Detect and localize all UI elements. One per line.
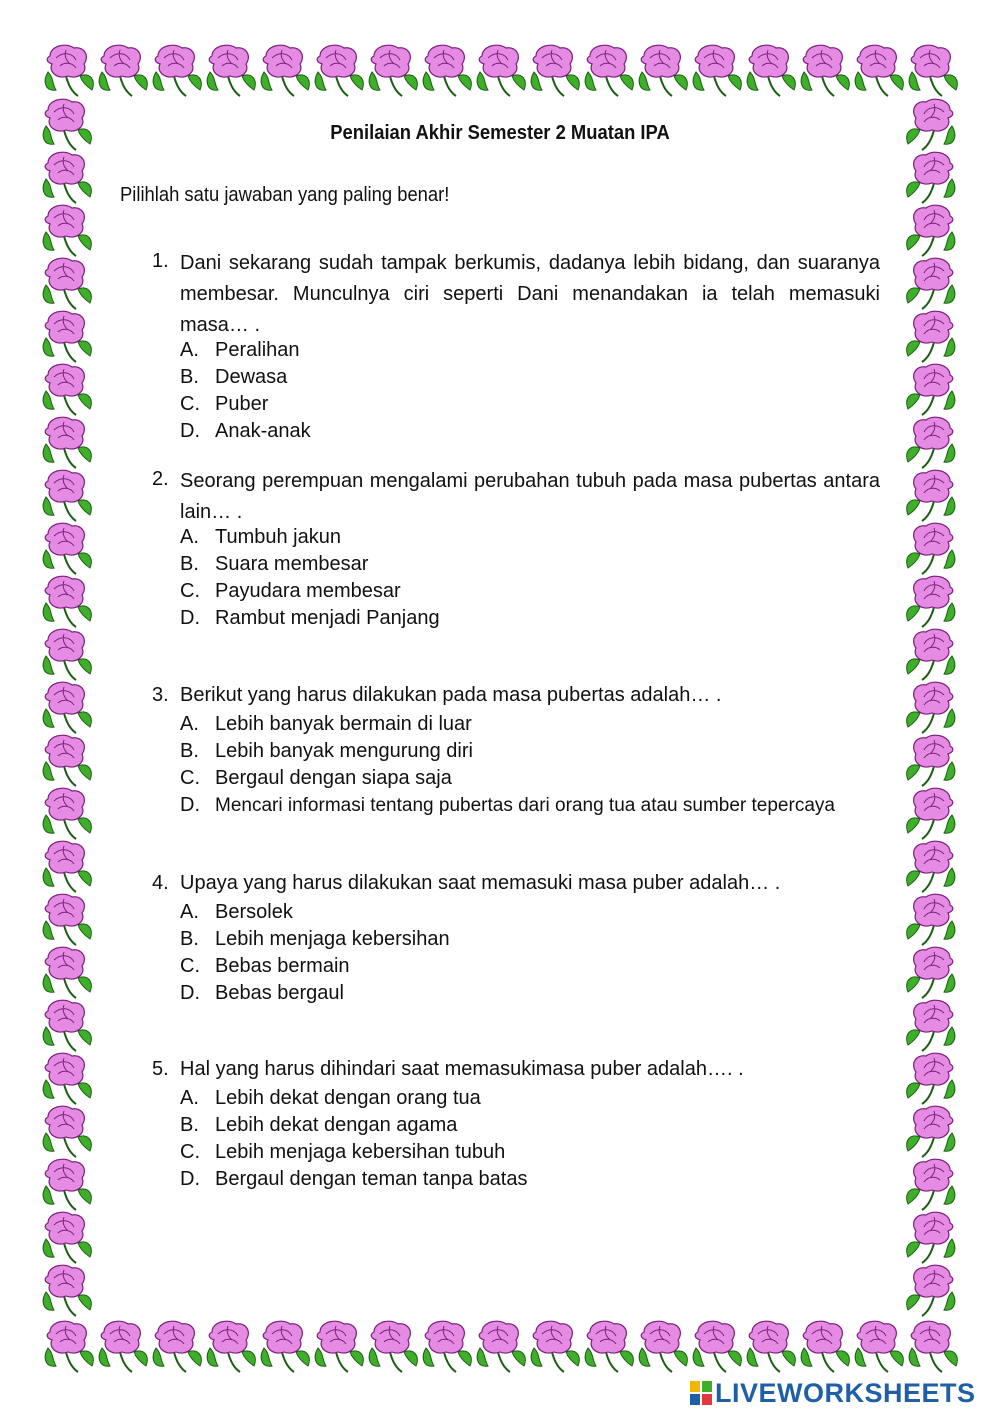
question-5 bbox=[152, 1056, 880, 1193]
question-2 bbox=[152, 466, 880, 632]
option-d[interactable] bbox=[180, 418, 880, 445]
rose-icon bbox=[369, 1321, 417, 1372]
rose-icon bbox=[907, 152, 955, 203]
option-d[interactable] bbox=[180, 980, 880, 1007]
option-letter: A. bbox=[180, 713, 199, 735]
rose-icon bbox=[43, 1000, 91, 1051]
rose-icon bbox=[907, 682, 955, 733]
option-letter: B. bbox=[180, 1114, 199, 1136]
rose-icon bbox=[423, 1321, 471, 1372]
rose-icon bbox=[43, 735, 91, 786]
rose-icon bbox=[907, 841, 955, 892]
question-number: 3. bbox=[152, 684, 169, 706]
rose-icon bbox=[43, 894, 91, 945]
rose-icon bbox=[907, 258, 955, 309]
option-text: Suara membesar bbox=[215, 553, 369, 575]
rose-icon bbox=[907, 735, 955, 786]
rose-icon bbox=[907, 1212, 955, 1263]
rose-icon bbox=[153, 45, 201, 96]
rose-icon bbox=[907, 417, 955, 468]
option-a[interactable] bbox=[180, 524, 880, 551]
rose-icon bbox=[43, 1053, 91, 1104]
question-text: Seorang perempuan mengalami perubahan tubuh pada masa pubertas antara lain… . bbox=[180, 470, 880, 523]
rose-icon bbox=[43, 258, 91, 309]
rose-icon bbox=[585, 45, 633, 96]
option-letter: B. bbox=[180, 740, 199, 762]
rose-icon bbox=[855, 1321, 903, 1372]
option-b[interactable] bbox=[180, 738, 880, 765]
question-text: Dani sekarang sudah tampak berkumis, dadanya lebih bidang, dan suaranya membesar. Munculnya ciri seperti Dani menandakan ia telah memasuki masa… . bbox=[180, 252, 880, 336]
brand-text: LIVEWORKSHEETS bbox=[715, 1377, 976, 1408]
option-b[interactable] bbox=[180, 364, 880, 391]
option-a[interactable] bbox=[180, 711, 880, 738]
option-text: Lebih banyak mengurung diri bbox=[215, 740, 473, 762]
option-letter: C. bbox=[180, 393, 200, 415]
rose-icon bbox=[747, 45, 795, 96]
question-number: 1. bbox=[152, 250, 169, 272]
rose-icon bbox=[261, 1321, 309, 1372]
rose-icon bbox=[907, 1053, 955, 1104]
rose-icon bbox=[99, 45, 147, 96]
rose-icon bbox=[907, 788, 955, 839]
option-c[interactable] bbox=[180, 578, 880, 605]
option-text: Mencari informasi tentang pubertas dari orang tua atau sumber tepercaya bbox=[215, 795, 835, 816]
question-3 bbox=[152, 682, 880, 819]
option-letter: A. bbox=[180, 1087, 199, 1109]
option-d[interactable] bbox=[180, 1166, 880, 1193]
question-number: 2. bbox=[152, 468, 169, 490]
option-text: Lebih menjaga kebersihan bbox=[215, 928, 450, 950]
option-b[interactable] bbox=[180, 1112, 880, 1139]
option-c[interactable] bbox=[180, 953, 880, 980]
option-text: Dewasa bbox=[215, 366, 288, 388]
rose-icon bbox=[639, 1321, 687, 1372]
option-text: Bergaul dengan teman tanpa batas bbox=[215, 1168, 528, 1190]
rose-icon bbox=[153, 1321, 201, 1372]
question-4 bbox=[152, 870, 880, 1007]
option-text: Tumbuh jakun bbox=[215, 526, 341, 548]
rose-icon bbox=[43, 682, 91, 733]
rose-icon bbox=[43, 523, 91, 574]
rose-icon bbox=[907, 470, 955, 521]
option-letter: D. bbox=[180, 420, 200, 442]
rose-icon bbox=[423, 45, 471, 96]
rose-icon bbox=[693, 1321, 741, 1372]
rose-icon bbox=[43, 311, 91, 362]
rose-icon bbox=[639, 45, 687, 96]
rose-icon bbox=[207, 1321, 255, 1372]
rose-icon bbox=[907, 311, 955, 362]
option-a[interactable] bbox=[180, 899, 880, 926]
rose-icon bbox=[99, 1321, 147, 1372]
rose-icon bbox=[907, 629, 955, 680]
question-number: 5. bbox=[152, 1058, 169, 1080]
rose-icon bbox=[907, 1106, 955, 1157]
option-text: Anak-anak bbox=[215, 420, 311, 442]
rose-icon bbox=[207, 45, 255, 96]
rose-icon bbox=[907, 364, 955, 415]
rose-icon bbox=[315, 45, 363, 96]
rose-icon bbox=[43, 841, 91, 892]
rose-icon bbox=[531, 45, 579, 96]
option-text: Lebih menjaga kebersihan tubuh bbox=[215, 1141, 506, 1163]
option-text: Puber bbox=[215, 393, 269, 415]
rose-icon bbox=[477, 1321, 525, 1372]
option-letter: B. bbox=[180, 553, 199, 575]
rose-icon bbox=[43, 788, 91, 839]
option-a[interactable] bbox=[180, 1085, 880, 1112]
option-text: Payudara membesar bbox=[215, 580, 401, 602]
rose-icon bbox=[907, 576, 955, 627]
option-letter: C. bbox=[180, 580, 200, 602]
instruction-text: Pilihlah satu jawaban yang paling benar! bbox=[120, 184, 450, 206]
rose-icon bbox=[43, 1265, 91, 1316]
option-a[interactable] bbox=[180, 337, 880, 364]
page-title: Penilaian Akhir Semester 2 Muatan IPA bbox=[330, 122, 670, 144]
rose-icon bbox=[43, 576, 91, 627]
rose-icon bbox=[909, 1321, 957, 1372]
option-text: Lebih dekat dengan orang tua bbox=[215, 1087, 481, 1109]
rose-icon bbox=[43, 470, 91, 521]
rose-icon bbox=[43, 364, 91, 415]
question-text: Upaya yang harus dilakukan saat memasuki masa puber adalah… . bbox=[180, 872, 781, 894]
rose-icon bbox=[907, 1265, 955, 1316]
rose-icon bbox=[43, 152, 91, 203]
option-letter: C. bbox=[180, 955, 200, 977]
question-1 bbox=[152, 248, 880, 445]
rose-icon bbox=[43, 99, 91, 150]
rose-icon bbox=[43, 1106, 91, 1157]
option-letter: B. bbox=[180, 366, 199, 388]
option-text: Bersolek bbox=[215, 901, 293, 923]
rose-icon bbox=[801, 45, 849, 96]
option-letter: D. bbox=[180, 607, 200, 629]
rose-icon bbox=[907, 1000, 955, 1051]
option-d[interactable] bbox=[180, 792, 880, 819]
rose-icon bbox=[477, 45, 525, 96]
option-text: Rambut menjadi Panjang bbox=[215, 607, 440, 629]
option-letter: D. bbox=[180, 1168, 200, 1190]
option-letter: D. bbox=[180, 794, 200, 816]
option-letter: A. bbox=[180, 526, 199, 548]
rose-icon bbox=[531, 1321, 579, 1372]
rose-icon bbox=[907, 99, 955, 150]
rose-icon bbox=[261, 45, 309, 96]
option-letter: B. bbox=[180, 928, 199, 950]
option-c[interactable] bbox=[180, 765, 880, 792]
rose-icon bbox=[43, 417, 91, 468]
option-text: Bebas bermain bbox=[215, 955, 350, 977]
rose-icon bbox=[907, 947, 955, 998]
option-letter: C. bbox=[180, 1141, 200, 1163]
option-letter: C. bbox=[180, 767, 200, 789]
option-letter: D. bbox=[180, 982, 200, 1004]
option-text: Lebih dekat dengan agama bbox=[215, 1114, 458, 1136]
option-b[interactable] bbox=[180, 551, 880, 578]
liveworksheets-logo-icon bbox=[690, 1381, 712, 1405]
rose-icon bbox=[45, 1321, 93, 1372]
option-d[interactable] bbox=[180, 605, 880, 632]
option-letter: A. bbox=[180, 339, 199, 361]
rose-icon bbox=[43, 947, 91, 998]
rose-icon bbox=[43, 1212, 91, 1263]
rose-icon bbox=[585, 1321, 633, 1372]
rose-icon bbox=[43, 1159, 91, 1210]
question-text: Hal yang harus dihindari saat memasukimasa puber adalah…. . bbox=[180, 1058, 744, 1080]
option-letter: A. bbox=[180, 901, 199, 923]
rose-icon bbox=[315, 1321, 363, 1372]
rose-icon bbox=[855, 45, 903, 96]
option-text: Bebas bergaul bbox=[215, 982, 344, 1004]
question-text: Berikut yang harus dilakukan pada masa pubertas adalah… . bbox=[180, 684, 722, 706]
rose-icon bbox=[907, 523, 955, 574]
rose-icon bbox=[43, 205, 91, 256]
rose-icon bbox=[43, 629, 91, 680]
rose-icon bbox=[907, 1159, 955, 1210]
question-number: 4. bbox=[152, 872, 169, 894]
option-b[interactable] bbox=[180, 926, 880, 953]
option-text: Lebih banyak bermain di luar bbox=[215, 713, 472, 735]
rose-icon bbox=[747, 1321, 795, 1372]
option-c[interactable] bbox=[180, 391, 880, 418]
option-text: Peralihan bbox=[215, 339, 300, 361]
rose-icon bbox=[693, 45, 741, 96]
brand-watermark[interactable] bbox=[690, 1378, 976, 1408]
rose-icon bbox=[369, 45, 417, 96]
rose-icon bbox=[907, 205, 955, 256]
rose-icon bbox=[907, 894, 955, 945]
rose-icon bbox=[909, 45, 957, 96]
option-text: Bergaul dengan siapa saja bbox=[215, 767, 452, 789]
option-c[interactable] bbox=[180, 1139, 880, 1166]
rose-icon bbox=[45, 45, 93, 96]
rose-icon bbox=[801, 1321, 849, 1372]
